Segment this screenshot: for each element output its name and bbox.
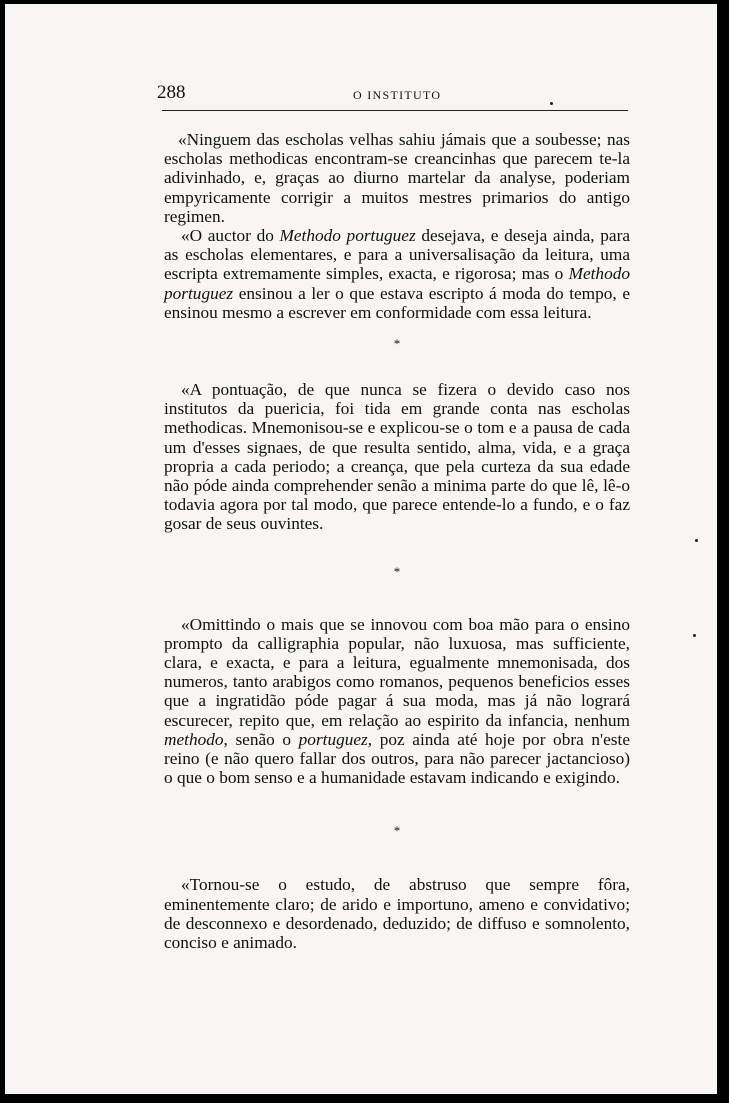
paragraph: «Tornou-se o estudo, de abstruso que sempre fôra, eminentemente claro; de arido e importuno, ameno e convidativo; de desconnexo e desordenado, deduzido; de diffuso e somnolento, conciso e animado.: [164, 875, 630, 953]
section-separator: *: [393, 823, 401, 839]
header-rule: [162, 110, 628, 111]
paragraph: [164, 226, 630, 322]
italic-title: Methodo portuguez: [279, 226, 416, 246]
italic-word: methodo: [164, 729, 224, 749]
paragraph: «A pontuação, de que nunca se fizera o devido caso nos institutos da puericia, foi tida em grande conta nas escholas methodicas. Mnemonisou-se e explicou-se o tom e a pausa de cada um d'esses signaes, de que resulta sentido, alma, vida, e a graça propria a cada periodo; a creança, que pela curteza da sua edade não póde ainda comprehender senão a minima parte do que lê, lê-o todavia agora por tal modo, que parece entende-lo a fundo, e o faz gosar de seus ouvintes.: [164, 380, 630, 534]
section-separator: *: [393, 563, 401, 579]
page-number: 288: [157, 82, 186, 103]
text-run: ensinou a ler o que estava escripto á moda do tempo, e ensinou mesmo a escrever em conformidade com essa leitura.: [164, 283, 630, 322]
italic-word: portuguez: [298, 729, 368, 749]
text-run: , poz ainda até hoje por obra n'este reino (e não quero fallar dos outros, para não parecer jactancioso) o que o bom senso e a humanidade estavam indicando e exigindo.: [164, 729, 630, 788]
running-title: O INSTITUTO: [353, 88, 442, 102]
section-separator: *: [393, 336, 401, 352]
body-text: [164, 130, 630, 952]
italic-title: Methodo portuguez: [164, 264, 630, 303]
scan-edge: [717, 0, 729, 1103]
paragraph: [164, 615, 630, 788]
page-header: [157, 82, 627, 104]
text-run: , senão o: [223, 729, 299, 749]
ink-speck: [695, 539, 698, 542]
ink-speck: [693, 634, 696, 637]
text-run: «Omittindo o mais que se innovou com boa mão para o ensino prompto da calligraphia popular, não luxuosa, mas sufficiente, clara, e exacta, e para a leitura, egualmente mnemonisada, dos numeros, tanto arabigos como romanos, pequenos beneficios esses que a ingratidão póde pagar á sua moda, mas já não logrará escurecer, repito que, em relação ao espirito da infancia, nenhum: [164, 614, 630, 730]
text-run: «O auctor do: [181, 226, 280, 246]
paragraph: «Ninguem das escholas velhas sahiu jámais que a soubesse; nas escholas methodicas encontram-se creancinhas que parecem te-la adivinhado, e, graças ao diurno martelar da analyse, poderiam empyricamente corrigir a muitos mestres primarios do antigo regimen.: [164, 130, 630, 226]
text-run: desejava, e deseja ainda, para as escholas elementares, e para a universalisação da leitura, uma escripta extremamente simples, exacta, e rigorosa; mas o: [164, 226, 630, 284]
book-page: [5, 4, 717, 1094]
